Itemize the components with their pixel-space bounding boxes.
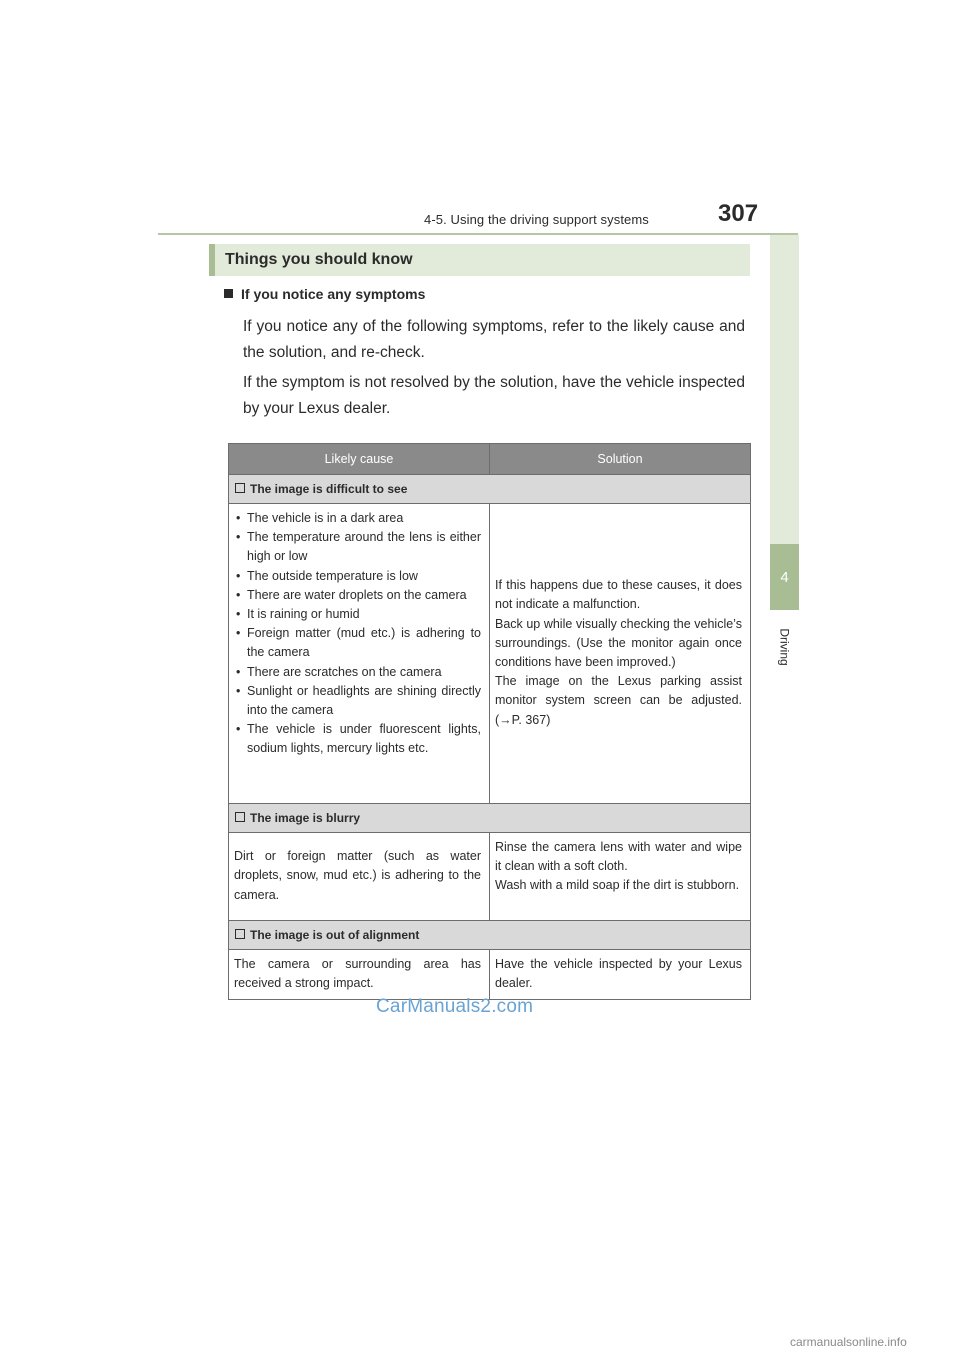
subheading-text: If you notice any symptoms bbox=[241, 286, 426, 302]
chapter-number: 4 bbox=[770, 544, 799, 610]
table-row bbox=[229, 504, 751, 804]
checkbox-icon bbox=[235, 812, 245, 822]
watermark-carmanuals2: CarManuals2.com bbox=[376, 996, 534, 1017]
list-item: • There are scratches on the camera bbox=[234, 663, 481, 682]
list-item: • The vehicle is under fluorescent lights, sodium lights, mercury lights etc. bbox=[234, 720, 481, 758]
square-bullet-icon bbox=[224, 289, 233, 298]
list-item: • The vehicle is in a dark area bbox=[234, 509, 481, 528]
header-solution: Solution bbox=[490, 444, 751, 475]
header-rule bbox=[158, 233, 798, 235]
cause-cell bbox=[229, 504, 490, 804]
cause-cell: The camera or surrounding area has received a strong impact. bbox=[229, 950, 490, 1000]
solution-text: Back up while visually checking the vehicle’s surroundings. (Use the monitor again once conditions have been improved.) bbox=[495, 616, 742, 669]
cause-list bbox=[234, 509, 481, 759]
checkbox-icon bbox=[235, 483, 245, 493]
watermark-carmanualsonline: carmanualsonline.info bbox=[790, 1335, 907, 1349]
symptoms-subheading bbox=[224, 286, 425, 302]
section-banner: Things you should know bbox=[209, 244, 750, 276]
solution-cell bbox=[490, 504, 751, 804]
solution-text: Rinse the camera lens with water and wipe it clean with a soft cloth. bbox=[495, 840, 742, 874]
chapter-label bbox=[771, 622, 799, 672]
solution-text: If this happens due to these causes, it does not indicate a malfunction. bbox=[495, 578, 742, 612]
list-item: • Sunlight or headlights are shining directly into the camera bbox=[234, 682, 481, 720]
solution-text: Wash with a mild soap if the dirt is stubborn. bbox=[495, 878, 740, 893]
category-row bbox=[229, 475, 751, 504]
checkbox-icon bbox=[235, 929, 245, 939]
cause-cell: Dirt or foreign matter (such as water droplets, snow, mud etc.) is adhering to the camera. bbox=[229, 833, 490, 921]
category-label: The image is blurry bbox=[250, 811, 361, 825]
solution-cell bbox=[490, 950, 751, 1000]
section-header: 4-5. Using the driving support systems bbox=[424, 212, 649, 227]
troubleshooting-table bbox=[228, 443, 751, 1000]
table-row bbox=[229, 833, 751, 921]
list-item: • Foreign matter (mud etc.) is adhering to the camera bbox=[234, 624, 481, 662]
list-item: • It is raining or humid bbox=[234, 605, 481, 624]
category-label: The image is out of alignment bbox=[250, 928, 420, 942]
list-item: • The outside temperature is low bbox=[234, 567, 481, 586]
header-likely-cause: Likely cause bbox=[229, 444, 490, 475]
category-image-misaligned bbox=[229, 921, 751, 950]
category-image-blurry bbox=[229, 804, 751, 833]
solution-text: Have the vehicle inspected by your Lexus dealer. bbox=[495, 957, 742, 991]
table-row bbox=[229, 950, 751, 1000]
category-label: The image is difficult to see bbox=[250, 482, 408, 496]
list-item: • The temperature around the lens is either high or low bbox=[234, 528, 481, 566]
category-image-difficult bbox=[229, 475, 751, 504]
solution-text: The image on the Lexus parking assist monitor system screen can be adjusted. (→P. 367) bbox=[495, 674, 742, 727]
intro-paragraph-2: If the symptom is not resolved by the solution, have the vehicle inspected by your Lexus dealer. bbox=[243, 374, 745, 417]
intro-paragraph-1: If you notice any of the following symptoms, refer to the likely cause and the solution, and re-check. bbox=[243, 318, 745, 361]
table-header-row bbox=[229, 444, 751, 475]
list-item: • There are water droplets on the camera bbox=[234, 586, 481, 605]
category-row bbox=[229, 804, 751, 833]
page-number: 307 bbox=[718, 200, 759, 227]
chapter-label-text: Driving bbox=[778, 628, 792, 666]
solution-cell bbox=[490, 833, 751, 921]
category-row bbox=[229, 921, 751, 950]
